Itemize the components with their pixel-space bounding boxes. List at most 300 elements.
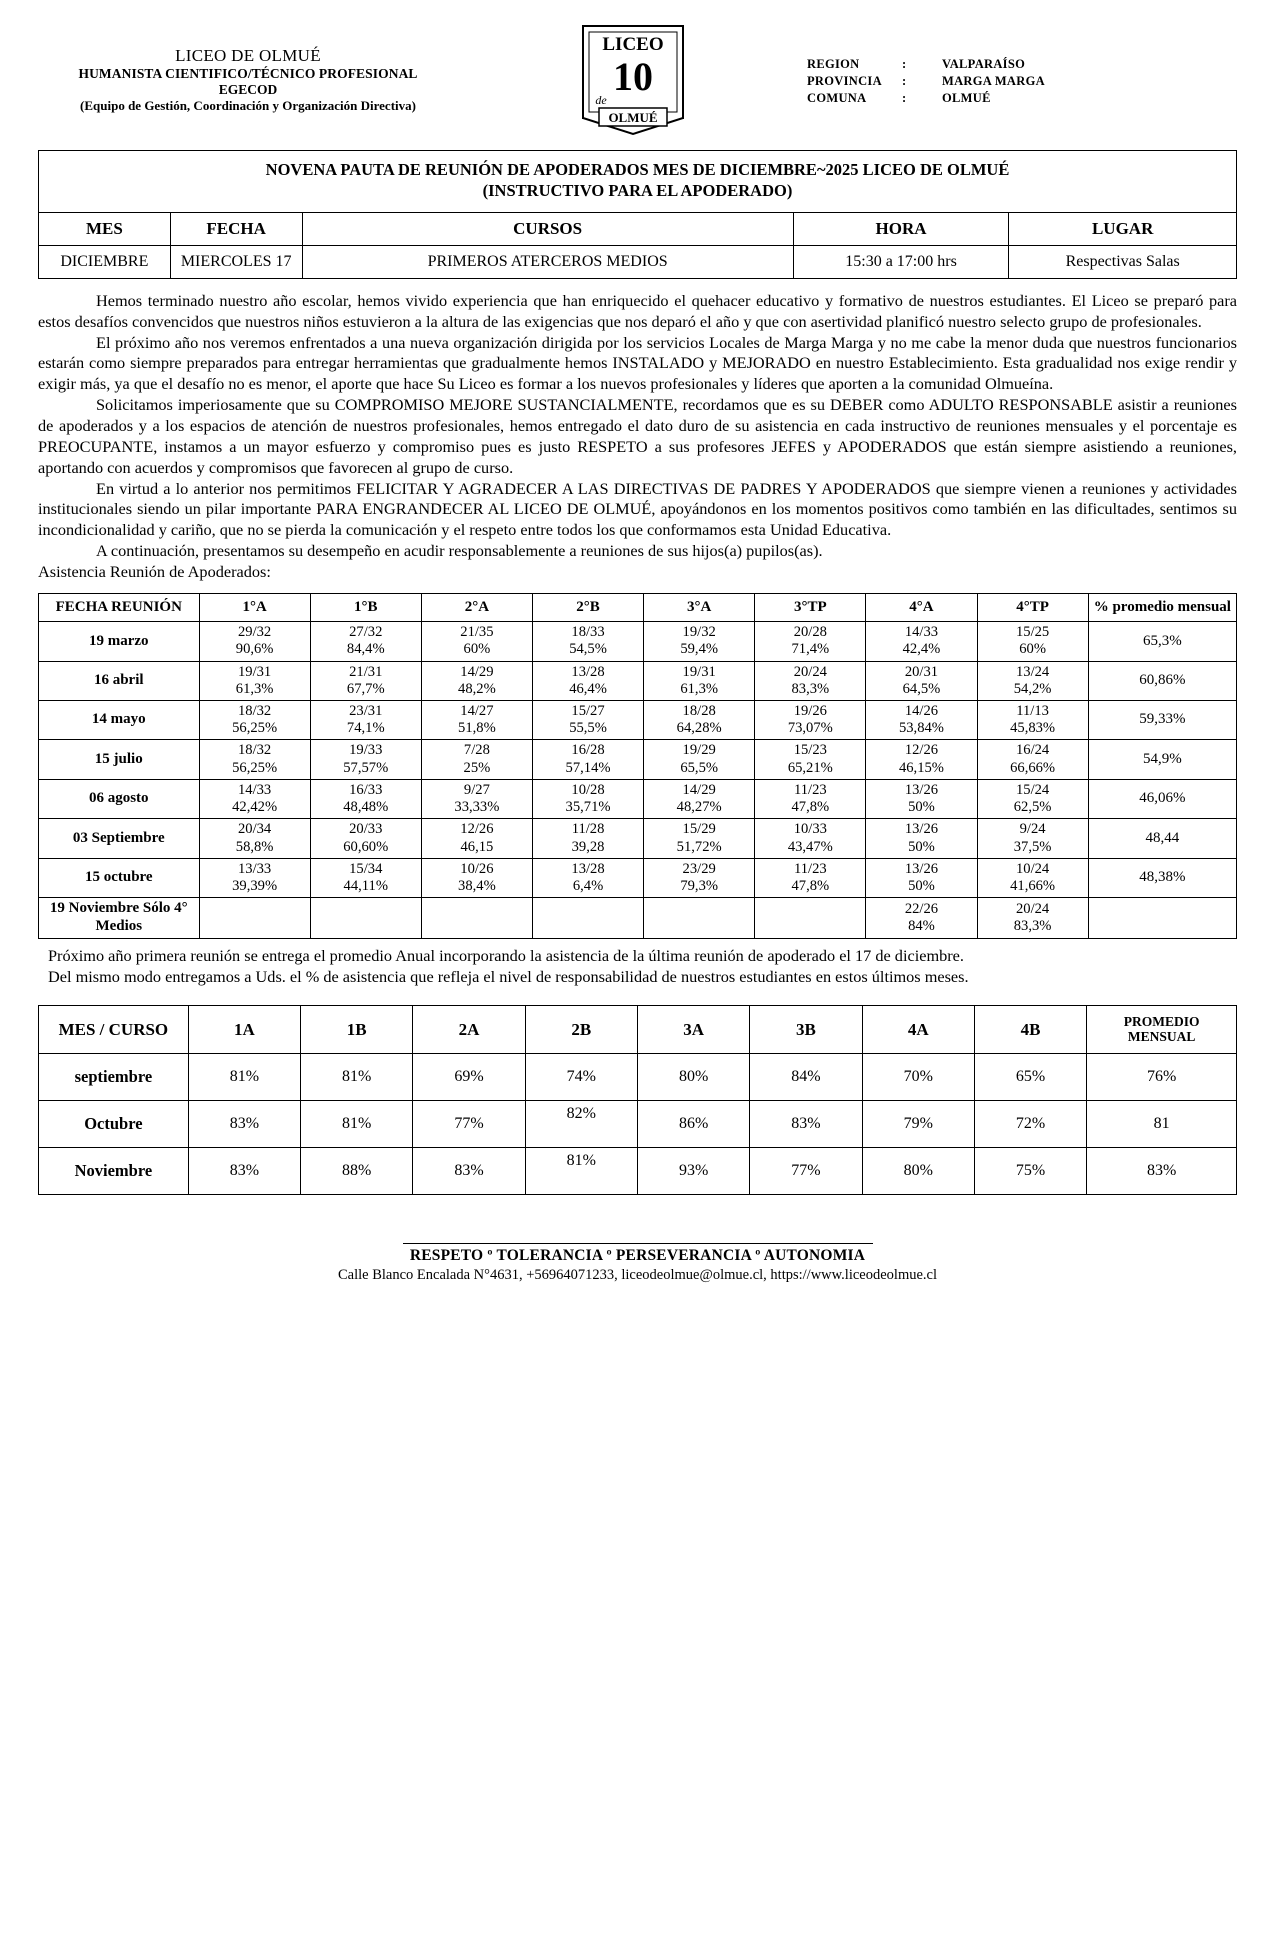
row-label: 15 julio (39, 740, 200, 779)
attendance-cell (644, 819, 755, 858)
percent: 48,27% (676, 799, 722, 816)
school-subtitle-3: (Equipo de Gestión, Coordinación y Organización Directiva) (80, 98, 416, 113)
col-3a: 3A (638, 1005, 750, 1053)
meta-value: MARGA MARGA (942, 74, 1045, 88)
percent: 60% (1019, 641, 1046, 658)
fraction: 10/26 (460, 860, 494, 877)
attendance-cell (421, 779, 532, 818)
percent: 90,6% (235, 641, 274, 658)
row-label: 06 agosto (39, 779, 200, 818)
attendance-cell (199, 661, 310, 700)
fraction: 19/31 (682, 663, 716, 680)
percent: 67,7% (346, 680, 385, 697)
attendance-cell (421, 740, 532, 779)
attendance-cell (532, 622, 643, 661)
fraction: 13/28 (571, 663, 605, 680)
percent-cell: 77% (750, 1147, 862, 1194)
attendance-cell (532, 779, 643, 818)
percent: 60% (463, 641, 491, 658)
percent: 65,5% (680, 759, 719, 776)
percent-cell: 79% (862, 1100, 974, 1147)
fraction: 10/33 (793, 821, 827, 838)
paragraph-5: A continuación, presentamos su desempeño en acudir responsablemente a reuniones de sus hijos(a) pupilos(as). (96, 541, 823, 561)
percent-cell: 77% (413, 1100, 525, 1147)
col-4a: 4°A (866, 593, 977, 621)
percent: 53,84% (898, 720, 944, 737)
percent: 55,5% (569, 720, 607, 737)
col-2a: 2°A (421, 593, 532, 621)
fraction: 20/31 (904, 663, 939, 680)
table-row (39, 1053, 1237, 1100)
svg-text:OLMUÉ: OLMUÉ (607, 110, 658, 125)
table-row (39, 701, 1237, 740)
percent: 6,4% (572, 878, 604, 894)
percent: 56,25% (232, 759, 278, 776)
meta-row (807, 56, 1045, 73)
svg-text:LICEO: LICEO (601, 34, 664, 55)
fraction: 18/32 (237, 742, 272, 759)
document-title-box (38, 150, 1237, 213)
attendance-table (38, 593, 1237, 939)
row-average: 48,44 (1088, 819, 1236, 858)
percent-cell: 74% (525, 1053, 637, 1100)
attendance-cell (199, 779, 310, 818)
attendance-cell (199, 701, 310, 740)
attendance-cell (866, 701, 977, 740)
percent: 42,4% (902, 641, 941, 658)
page-title: NOVENA PAUTA DE REUNIÓN DE APODERADOS MES DE DICIEMBRE~2025 LICEO DE OLMUÉ (265, 160, 1010, 179)
attendance-cell (310, 740, 421, 779)
attendance-cell (532, 819, 643, 858)
attendance-cell (644, 661, 755, 700)
row-average: 76% (1087, 1053, 1237, 1100)
attendance-cell (866, 898, 977, 938)
percent: 84% (908, 917, 935, 934)
attendance-cell (977, 661, 1088, 700)
percent-cell: 83% (188, 1147, 300, 1194)
meta-value: OLMUÉ (942, 91, 991, 105)
attendance-cell (644, 622, 755, 661)
row-label: 19 Noviembre Sólo 4° Medios (39, 898, 200, 938)
attendance-cell (421, 858, 532, 897)
row-label: 03 Septiembre (39, 819, 200, 858)
percent: 48,2% (458, 680, 496, 697)
percent: 44,11% (343, 878, 388, 894)
fraction: 14/33 (237, 781, 272, 798)
attendance-cell (977, 740, 1088, 779)
col-3b: 3B (750, 1005, 862, 1053)
percent-cell: 81% (188, 1053, 300, 1100)
attendance-cell (977, 819, 1088, 858)
col-1a: 1A (188, 1005, 300, 1053)
percent: 51,72% (676, 838, 722, 855)
percent: 43,47% (787, 838, 833, 855)
table-row (39, 622, 1237, 661)
row-average: 83% (1087, 1147, 1237, 1194)
percent: 83,3% (791, 680, 830, 697)
attendance-cell (866, 819, 977, 858)
fraction: 11/23 (793, 781, 827, 798)
table-row (39, 898, 1237, 938)
percent-cell: 83% (750, 1100, 862, 1147)
row-label: 14 mayo (39, 701, 200, 740)
mid-text (38, 945, 1237, 987)
percent-cell: 82% (525, 1100, 637, 1147)
col-mes-curso: MES / CURSO (39, 1005, 189, 1053)
col-fecha: FECHA (170, 212, 302, 245)
table-row (39, 1147, 1237, 1194)
attendance-cell (977, 779, 1088, 818)
row-label: 16 abril (39, 661, 200, 700)
col-4a: 4A (862, 1005, 974, 1053)
attendance-cell (866, 622, 977, 661)
paragraph-2: El próximo año nos veremos enfrentados a una nueva organización dirigida por los servicios Locales de Marga Marga y no me cabe la menor duda que nuestros funcionarios estarán como siempre preparados para entregar herramientas que gradualmente hemos INSTALADO y MEJORADO en nuestro Establecimiento. Esta gradualidad nos exige rendir y exigir más, ya que el desafío no es menor, el aporte que hace Su Liceo es formar a los nuevos profesionales y líderes que aporten a la comunidad Olmueína. (38, 332, 1237, 394)
percent: 41,66% (1010, 878, 1056, 894)
percent-cell: 83% (188, 1100, 300, 1147)
percent-cell: 80% (862, 1147, 974, 1194)
svg-text:10: 10 (612, 54, 653, 99)
percent-cell: 70% (862, 1053, 974, 1100)
attendance-cell (755, 622, 866, 661)
fraction: 20/24 (793, 663, 827, 680)
percent: 61,3% (235, 680, 274, 697)
col-fecha-reunion: FECHA REUNIÓN (39, 593, 200, 621)
header-school-block (38, 24, 458, 114)
attendance-caption: Asistencia Reunión de Apoderados: (38, 562, 271, 582)
percent: 84,4% (346, 641, 385, 658)
fraction: 19/33 (349, 742, 383, 759)
percent: 57,57% (343, 759, 389, 776)
fraction: 15/24 (1015, 781, 1050, 798)
fraction: 18/32 (237, 703, 272, 720)
table-row (39, 1100, 1237, 1147)
table-row (39, 858, 1237, 897)
fraction: 11/23 (793, 860, 827, 877)
percent: 33,33% (454, 799, 500, 816)
attendance-cell (866, 779, 977, 818)
cell-cursos: PRIMEROS ATERCEROS MEDIOS (302, 245, 793, 278)
percent-cell: 83% (413, 1147, 525, 1194)
row-average: 59,33% (1088, 701, 1236, 740)
meta-key: COMUNA (807, 91, 867, 105)
table-header-row (39, 212, 1237, 245)
cell-fecha: MIERCOLES 17 (170, 245, 302, 278)
attendance-cell (755, 740, 866, 779)
meta-row (807, 90, 1045, 107)
col-promedio-mensual: % promedio mensual (1088, 593, 1236, 621)
percent-cell: 81% (301, 1100, 413, 1147)
table-row (39, 740, 1237, 779)
attendance-cell (532, 740, 643, 779)
attendance-cell (644, 701, 755, 740)
percent: 65,21% (787, 759, 833, 776)
percent: 64,28% (676, 720, 722, 737)
paragraph-4: En virtud a lo anterior nos permitimos FELICITAR Y AGRADECER A LAS DIRECTIVAS DE PADRES Y APODERADOS que siempre vienen a reuniones y actividades institucionales siendo un pilar importante PARA ENGRANDECER AL LICEO DE OLMUÉ, apoyándonos en los momentos positivos como también en las dificultades, sentimos su incondicionalidad y cariño, que no se pierda la comunicación y el respeto entre todos los que conformamos esta Unidad Educativa. (38, 478, 1237, 540)
percent: 73,07% (787, 720, 833, 737)
percent: 54,5% (569, 641, 607, 658)
percent-cell: 65% (974, 1053, 1086, 1100)
attendance-cell (644, 740, 755, 779)
meta-key: REGION (807, 57, 860, 71)
document-footer (38, 1243, 1237, 1284)
row-average: 54,9% (1088, 740, 1236, 779)
meta-colon: : (902, 57, 907, 71)
fraction: 23/29 (682, 860, 716, 877)
fraction: 10/28 (571, 781, 605, 798)
attendance-cell (755, 661, 866, 700)
document-header (38, 18, 1237, 140)
percent: 57,14% (565, 759, 611, 776)
table-row (39, 661, 1237, 700)
percent: 54,2% (1013, 680, 1052, 697)
percent-cell: 80% (638, 1053, 750, 1100)
table-row (39, 245, 1237, 278)
school-name: LICEO DE OLMUÉ (175, 46, 321, 65)
col-2a: 2A (413, 1005, 525, 1053)
attendance-cell (421, 661, 532, 700)
fraction: 15/23 (793, 742, 827, 759)
percent: 60,60% (343, 838, 389, 855)
page-subtitle: (INSTRUCTIVO PARA EL APODERADO) (482, 181, 793, 201)
attendance-cell (755, 819, 866, 858)
mid-paragraph-1: Próximo año primera reunión se entrega el promedio Anual incorporando la asistencia de la última reunión de apoderado el 17 de diciembre. (48, 945, 964, 965)
fraction: 11/28 (571, 821, 605, 838)
percent-cell: 69% (413, 1053, 525, 1100)
fraction: 16/33 (349, 781, 383, 798)
attendance-cell (532, 661, 643, 700)
percent: 71,4% (791, 641, 830, 658)
attendance-cell (755, 779, 866, 818)
attendance-cell (532, 898, 643, 938)
fraction: 15/27 (571, 703, 605, 720)
attendance-cell (199, 740, 310, 779)
col-1a: 1°A (199, 593, 310, 621)
attendance-cell (421, 898, 532, 938)
percent: 50% (908, 799, 935, 816)
percent: 37,5% (1013, 838, 1052, 855)
fraction: 13/26 (904, 860, 939, 877)
school-subtitle-2: EGECOD (218, 82, 278, 97)
col-3a: 3°A (644, 593, 755, 621)
attendance-cell (421, 622, 532, 661)
percent: 56,25% (232, 720, 278, 737)
fraction: 7/28 (463, 742, 490, 759)
attendance-cell (866, 858, 977, 897)
fraction: 15/34 (349, 860, 383, 877)
fraction: 20/33 (349, 821, 383, 838)
mid-paragraph-2: Del mismo modo entregamos a Uds. el % de asistencia que refleja el nivel de responsabilidad de nuestros estudiantes en estos últimos meses. (48, 966, 969, 986)
attendance-cell (755, 701, 866, 740)
fraction: 14/29 (682, 781, 716, 798)
fraction: 13/28 (571, 860, 605, 877)
fraction: 11/13 (1016, 703, 1049, 720)
percent: 58,8% (235, 838, 274, 855)
percent: 47,8% (791, 878, 830, 894)
fraction: 20/28 (793, 624, 827, 641)
fraction: 15/29 (682, 821, 716, 838)
percent: 66,66% (1010, 759, 1056, 776)
school-logo-icon (573, 24, 693, 136)
fraction: 14/33 (904, 624, 939, 641)
attendance-cell (644, 779, 755, 818)
meta-key: PROVINCIA (807, 74, 882, 88)
attendance-cell (977, 701, 1088, 740)
fraction: 12/26 (460, 821, 494, 838)
fraction: 18/28 (682, 703, 716, 720)
table-header-row (39, 1005, 1237, 1053)
paragraph-3: Solicitamos imperiosamente que su COMPROMISO MEJORE SUSTANCIALMENTE, recordamos que es su DEBER como ADULTO RESPONSABLE asistir a reuniones de apoderados y a los espacios de atención de nuestros profesionales, hemos entregado el dato duro de su asistencia en cada instructivo de reuniones mensuales y el porcentaje es PREOCUPANTE, instamos a un mayor esfuerzo y compromiso pues es justo RESPETO a sus profesores JEFES y APODERADOS que están siempre asistiendo a reuniones, aportando con acuerdos y compromisos que favorecen al grupo de curso. (38, 395, 1237, 477)
fraction: 19/29 (682, 742, 716, 759)
row-average: 46,06% (1088, 779, 1236, 818)
table-row (39, 779, 1237, 818)
fraction: 9/27 (463, 781, 490, 798)
meta-row (807, 73, 1045, 90)
cell-hora: 15:30 a 17:00 hrs (793, 245, 1009, 278)
body-text (38, 291, 1237, 583)
footer-address: Calle Blanco Encalada N°4631, +56964071233, liceodeolmue@olmue.cl, https://www.liceodeolmue.cl (338, 1266, 937, 1283)
percent: 38,4% (458, 878, 496, 894)
percent-cell: 93% (638, 1147, 750, 1194)
percent: 25% (463, 759, 491, 776)
row-label: 19 marzo (39, 622, 200, 661)
percent: 59,4% (680, 641, 719, 658)
footer-motto: RESPETO º TOLERANCIA º PERSEVERANCIA º AUTONOMIA (409, 1246, 866, 1264)
col-promedio-mensual: PROMEDIO MENSUAL (1087, 1005, 1237, 1053)
attendance-cell (310, 819, 421, 858)
student-attendance-percent-table (38, 1005, 1237, 1195)
school-subtitle-1: HUMANISTA CIENTIFICO/TÉCNICO PROFESIONAL (78, 66, 418, 81)
fraction: 15/25 (1015, 624, 1050, 641)
attendance-cell (421, 819, 532, 858)
fraction: 18/33 (571, 624, 605, 641)
percent: 64,5% (902, 680, 941, 697)
table-row (39, 819, 1237, 858)
footer-divider (403, 1243, 873, 1244)
meta-value: VALPARAÍSO (942, 57, 1026, 71)
fraction: 14/27 (460, 703, 494, 720)
fraction: 14/26 (904, 703, 939, 720)
fraction: 10/24 (1015, 860, 1050, 877)
fraction: 12/26 (904, 742, 939, 759)
attendance-cell (532, 701, 643, 740)
attendance-cell (310, 622, 421, 661)
percent: 42,42% (232, 799, 278, 816)
percent: 45,83% (1010, 720, 1056, 737)
attendance-cell (977, 858, 1088, 897)
row-average: 48,38% (1088, 858, 1236, 897)
row-average: 60,86% (1088, 661, 1236, 700)
percent: 50% (908, 838, 935, 855)
paragraph-1: Hemos terminado nuestro año escolar, hemos vivido experiencia que han enriquecido el quehacer educativo y formativo de nuestros estudiantes. El Liceo se preparó para estos desafíos convencidos que nuestros niños estuvieron a la altura de las exigencias que nos deparó el año y que con asertividad planificó nuestro selecto grupo de profesionales. (38, 290, 1237, 331)
col-2b: 2B (525, 1005, 637, 1053)
svg-text:de: de (594, 93, 607, 107)
percent: 74,1% (346, 720, 385, 737)
percent: 48,48% (343, 799, 389, 816)
percent: 50% (908, 878, 935, 894)
attendance-cell (310, 898, 421, 938)
attendance-cell (310, 858, 421, 897)
attendance-cell (199, 858, 310, 897)
fraction: 16/24 (1015, 742, 1050, 759)
attendance-cell (310, 661, 421, 700)
percent: 46,15% (898, 759, 944, 776)
attendance-cell (310, 701, 421, 740)
col-3tp: 3°TP (755, 593, 866, 621)
percent-cell: 72% (974, 1100, 1086, 1147)
percent: 61,3% (680, 680, 719, 697)
attendance-cell (977, 622, 1088, 661)
cell-lugar: Respectivas Salas (1009, 245, 1237, 278)
header-meta-block (807, 24, 1237, 107)
col-4b: 4B (974, 1005, 1086, 1053)
percent-cell: 75% (974, 1147, 1086, 1194)
attendance-cell (644, 898, 755, 938)
attendance-cell (644, 858, 755, 897)
fraction: 27/32 (349, 624, 383, 641)
fraction: 16/28 (571, 742, 605, 759)
percent: 46,15 (460, 838, 494, 855)
col-mes: MES (39, 212, 171, 245)
fraction: 20/24 (1015, 900, 1050, 917)
percent: 39,39% (232, 878, 278, 894)
attendance-cell (755, 858, 866, 897)
fraction: 13/33 (237, 860, 272, 877)
fraction: 21/31 (349, 663, 383, 680)
table-header-row (39, 593, 1237, 621)
attendance-cell (755, 898, 866, 938)
fraction: 9/24 (1019, 821, 1046, 838)
attendance-cell (199, 819, 310, 858)
attendance-cell (310, 779, 421, 818)
fraction: 13/26 (904, 781, 939, 798)
row-average: 65,3% (1088, 622, 1236, 661)
row-label: septiembre (39, 1053, 189, 1100)
percent: 62,5% (1013, 799, 1052, 816)
col-1b: 1B (301, 1005, 413, 1053)
percent: 83,3% (1013, 917, 1052, 934)
row-average (1088, 898, 1236, 938)
percent-cell: 86% (638, 1100, 750, 1147)
fraction: 19/32 (682, 624, 716, 641)
fraction: 21/35 (460, 624, 494, 641)
percent: 39,28 (571, 838, 605, 855)
col-lugar: LUGAR (1009, 212, 1237, 245)
fraction: 13/24 (1015, 663, 1050, 680)
col-hora: HORA (793, 212, 1009, 245)
col-cursos: CURSOS (302, 212, 793, 245)
fraction: 22/26 (904, 900, 939, 917)
cell-mes: DICIEMBRE (39, 245, 171, 278)
attendance-cell (199, 898, 310, 938)
attendance-cell (866, 740, 977, 779)
percent-cell: 81% (525, 1147, 637, 1194)
attendance-cell (199, 622, 310, 661)
col-4tp: 4°TP (977, 593, 1088, 621)
meeting-info-table (38, 212, 1237, 279)
percent-cell: 88% (301, 1147, 413, 1194)
fraction: 19/26 (793, 703, 827, 720)
row-label: Octubre (39, 1100, 189, 1147)
percent: 35,71% (565, 799, 611, 816)
row-label: Noviembre (39, 1147, 189, 1194)
meta-colon: : (902, 91, 907, 105)
attendance-cell (421, 701, 532, 740)
row-average: 81 (1087, 1100, 1237, 1147)
col-2b: 2°B (532, 593, 643, 621)
percent-cell: 81% (301, 1053, 413, 1100)
percent: 47,8% (791, 799, 830, 816)
percent-cell: 84% (750, 1053, 862, 1100)
